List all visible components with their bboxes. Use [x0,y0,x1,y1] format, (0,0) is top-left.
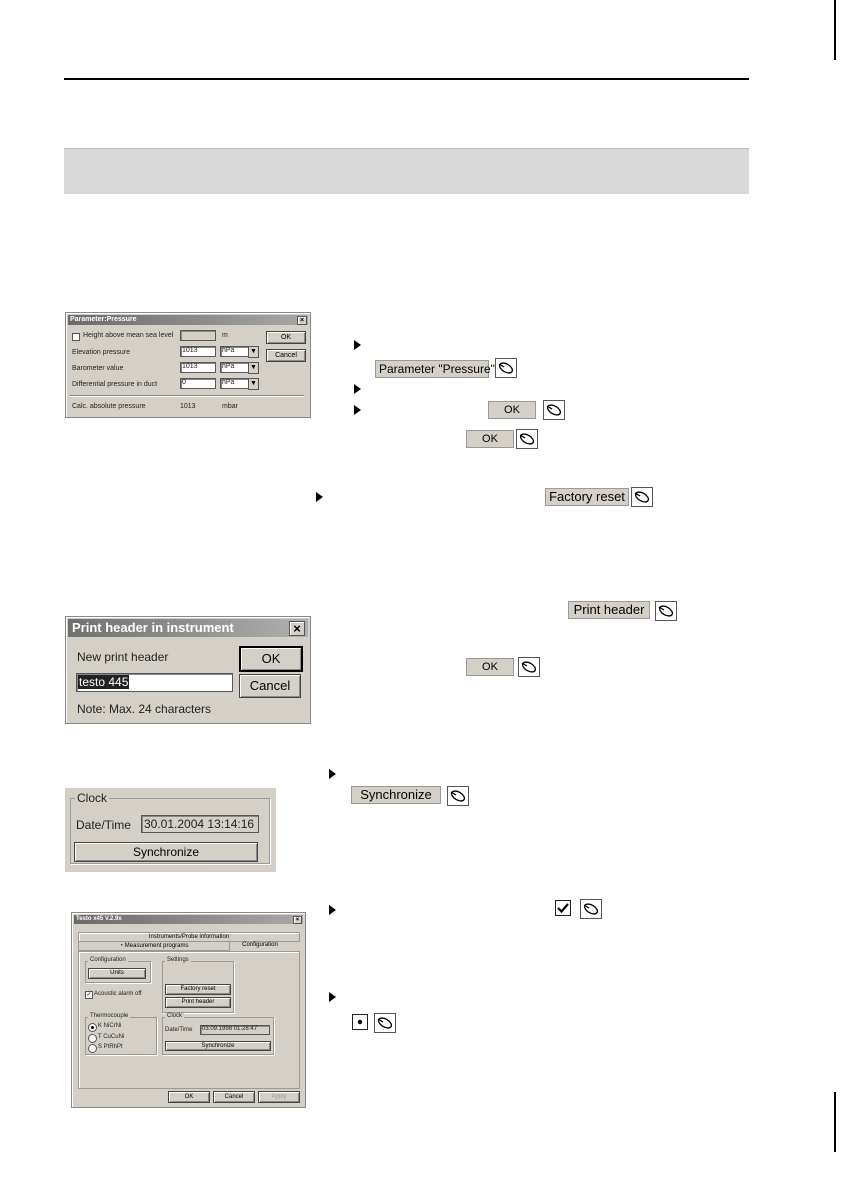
cancel-button[interactable]: Cancel [266,349,306,362]
bullet-arrow-icon [354,405,361,415]
tab-programs-label: Measurement programs [124,943,189,949]
differential-unit-select[interactable] [220,378,250,389]
mouse-click-icon [655,601,677,621]
cancel-button[interactable]: Cancel [239,674,301,698]
height-unit: m [222,332,228,339]
pressure-dialog [65,312,311,418]
config-dialog-title: Testo x45 V.2.9x [76,916,122,922]
tab-config-label: Configuration [242,942,278,948]
parameter-pressure-key: Parameter "Pressure" [375,360,489,378]
datetime-label: Date/Time [76,818,131,832]
factory-reset-button[interactable]: Factory reset [165,984,231,995]
thermocouple-option-t: T CuCuNi [98,1034,125,1040]
chevron-down-icon[interactable]: ▼ [248,362,259,374]
close-icon[interactable]: × [289,621,305,636]
units-button[interactable]: Units [88,968,146,979]
calc-label: Calc. absolute pressure [72,403,146,410]
clock-legend: Clock [77,791,108,805]
differential-label: Differential pressure in duct [72,381,158,388]
pressure-dialog-titlebar [68,315,308,325]
mouse-click-icon [543,400,565,420]
height-input[interactable] [180,330,216,341]
configuration-legend: Configuration [90,957,126,963]
synchronize-key: Synchronize [351,786,441,804]
calc-unit: mbar [222,403,238,410]
bullet-arrow-icon [354,384,361,394]
thermocouple-radio-s[interactable] [88,1044,97,1053]
clock-panel [65,788,276,872]
elevation-value: 1013 [182,347,198,354]
acoustic-alarm-label: Acoustic alarm off [94,991,142,997]
mouse-click-icon [495,358,517,378]
tab-measurement-programs[interactable] [78,941,230,951]
factory-reset-key: Factory reset [545,488,629,506]
print-header-value: testo 445 [79,675,129,689]
config-cancel-button[interactable]: Cancel [213,1091,255,1103]
mouse-click-icon [374,1013,396,1033]
print-header-button[interactable]: Print header [165,997,231,1008]
bullet-arrow-icon [329,769,336,779]
height-checkbox[interactable] [72,333,80,341]
mouse-click-icon [447,786,469,806]
bullet-arrow-icon [329,992,336,1002]
bullet-arrow-icon [329,905,336,915]
ok-button[interactable]: OK [239,646,303,672]
thermocouple-option-s: S PtRhPt [98,1044,123,1050]
mouse-click-icon [631,487,653,507]
config-apply-button[interactable]: Apply [258,1091,300,1103]
config-datetime-label: Date/Time [165,1027,193,1033]
close-icon[interactable]: × [297,316,307,325]
print-header-key: Print header [568,601,650,619]
print-dialog-title: Print header in instrument [72,620,234,635]
mouse-click-icon [518,657,540,677]
thermocouple-radio-k[interactable] [88,1023,97,1032]
radio-selected-icon [352,1014,368,1030]
differential-input[interactable] [180,378,216,389]
cut-mark [834,0,836,60]
settings-legend: Settings [167,957,189,963]
bullet-arrow-icon [316,492,323,502]
print-dialog-titlebar [68,619,308,637]
config-synchronize-button[interactable]: Synchronize [165,1041,271,1051]
barometer-unit: hPa [222,363,235,370]
config-datetime-field [200,1025,270,1035]
differential-unit: hPa [222,379,235,386]
config-dialog [71,912,306,1108]
chevron-down-icon[interactable]: ▼ [248,346,259,358]
config-ok-button[interactable]: OK [168,1091,210,1103]
elevation-unit: hPa [222,347,235,354]
barometer-input[interactable] [180,362,216,373]
close-icon[interactable]: × [293,916,302,924]
elevation-input[interactable] [180,346,216,357]
barometer-unit-select[interactable] [220,362,250,373]
checkbox-checked-icon [555,900,571,916]
separator [70,395,304,397]
barometer-value: 1013 [182,363,198,370]
ok-button[interactable]: OK [266,331,306,344]
thermocouple-radio-t[interactable] [88,1034,97,1043]
config-clock-legend: Clock [167,1013,183,1019]
elevation-unit-select[interactable] [220,346,250,357]
ok-key: OK [466,430,514,448]
tab-instruments-label: Instruments/Probe information [148,934,230,940]
differential-value: 0 [182,379,186,386]
print-header-input[interactable] [76,673,233,692]
calc-value: 1013 [180,403,196,410]
thermocouple-option-k: K NiCrNi [98,1023,122,1029]
ok-key: OK [488,401,536,419]
clock-icon: ◔ [119,943,125,949]
thermocouple-legend: Thermocouple [90,1013,129,1019]
tab-configuration[interactable] [229,940,291,950]
bullet-arrow-icon [354,340,361,350]
barometer-label: Barometer value [72,365,124,372]
config-datetime-value: 03.09.1998 01:28:47 [202,1026,258,1032]
pressure-dialog-title: Parameter:Pressure [70,316,137,323]
print-header-label: New print header [77,650,169,664]
mouse-click-icon [516,429,538,449]
print-header-note: Note: Max. 24 characters [77,702,212,716]
datetime-field [141,815,259,833]
print-header-dialog [65,616,311,724]
header-rule [64,78,749,80]
mouse-click-icon [580,899,602,919]
config-dialog-titlebar [74,915,303,924]
acoustic-alarm-checkbox[interactable]: ✓ [86,992,92,998]
section-band [64,148,749,194]
ok-key: OK [466,658,514,676]
datetime-value: 30.01.2004 13:14:16 [144,817,255,831]
chevron-down-icon[interactable]: ▼ [248,378,259,390]
synchronize-button[interactable]: Synchronize [74,842,258,862]
elevation-label: Elevation pressure [72,349,130,356]
cut-mark [834,1092,836,1152]
height-label: Height above mean sea level [83,332,174,339]
